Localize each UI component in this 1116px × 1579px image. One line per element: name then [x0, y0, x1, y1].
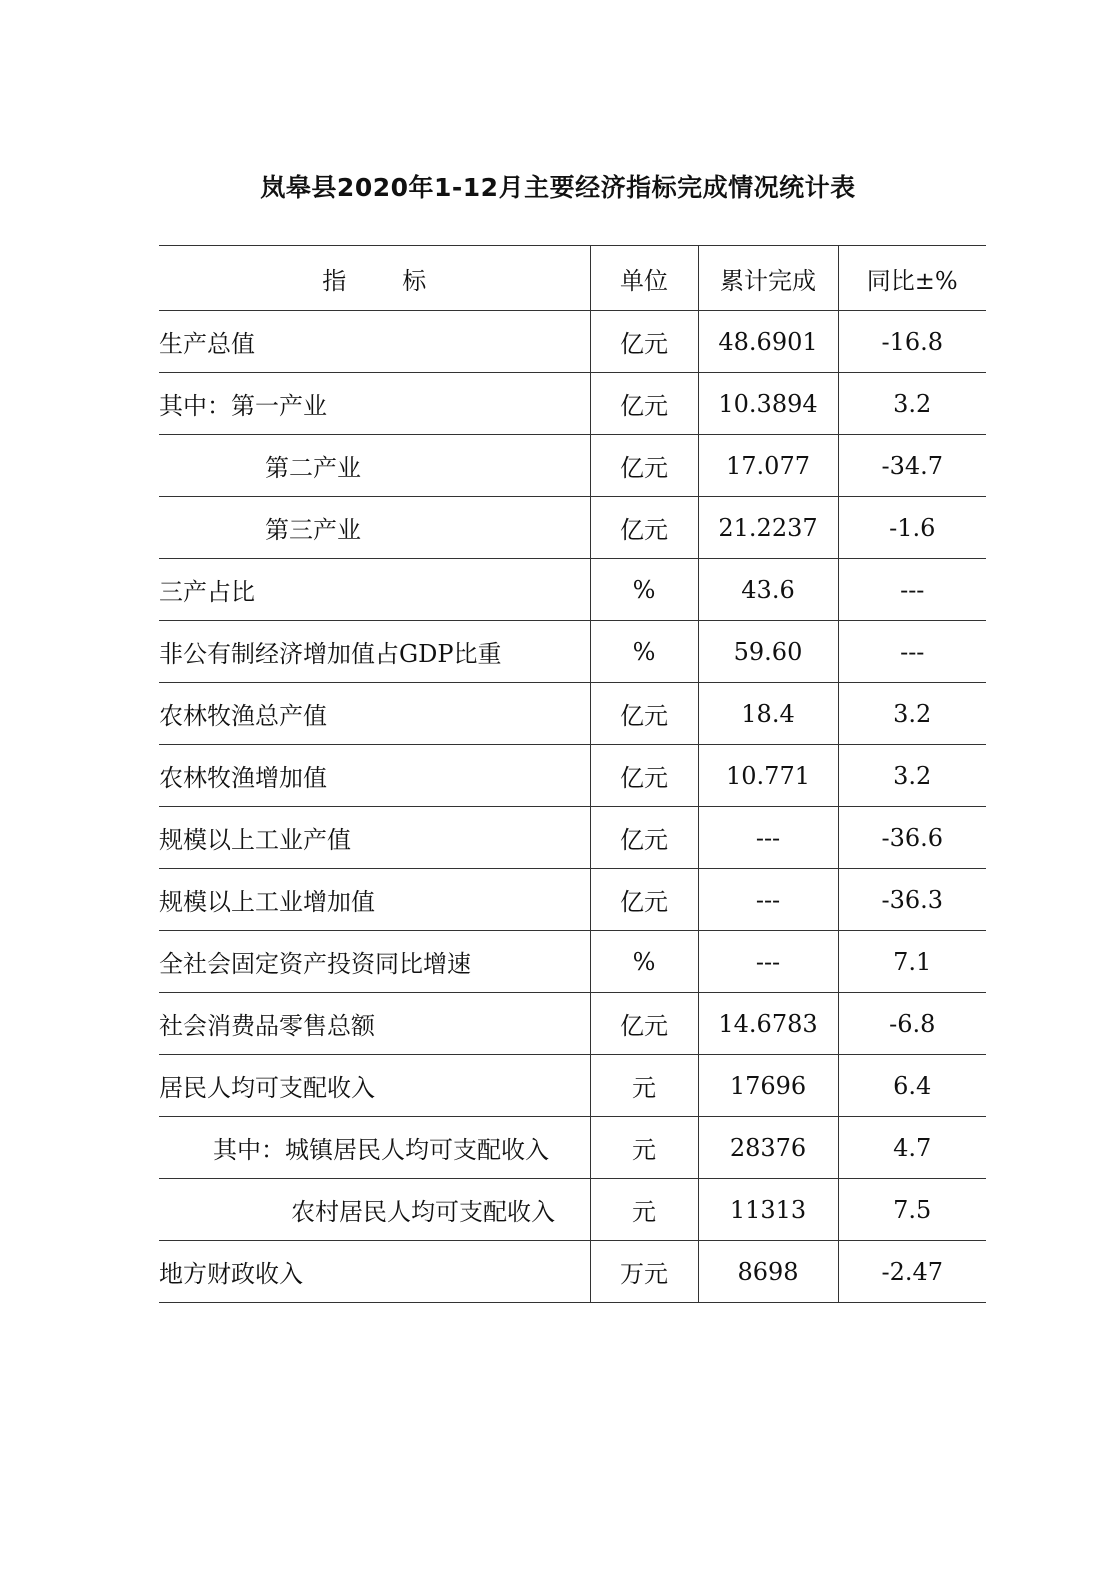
- row-unit: 元: [590, 1179, 698, 1241]
- row-yoy: 7.1: [838, 931, 986, 993]
- row-unit: 亿元: [590, 683, 698, 745]
- row-yoy: -36.6: [838, 807, 986, 869]
- row-value: 21.2237: [698, 497, 838, 559]
- row-value: 18.4: [698, 683, 838, 745]
- row-yoy: 7.5: [838, 1179, 986, 1241]
- row-unit: 亿元: [590, 497, 698, 559]
- table-row: [159, 745, 986, 807]
- row-unit: 元: [590, 1117, 698, 1179]
- row-unit: 万元: [590, 1241, 698, 1303]
- header-indicator: 指 标: [159, 246, 590, 311]
- table-row: [159, 683, 986, 745]
- row-name: 其中：城镇居民人均可支配收入: [159, 1117, 590, 1179]
- row-name: 其中：第一产业: [159, 373, 590, 435]
- row-unit: 亿元: [590, 373, 698, 435]
- row-name: 居民人均可支配收入: [159, 1055, 590, 1117]
- table-row: [159, 559, 986, 621]
- table-row: [159, 1241, 986, 1303]
- table-row: [159, 1179, 986, 1241]
- table-row: [159, 931, 986, 993]
- table-row: [159, 1117, 986, 1179]
- row-name: 规模以上工业增加值: [159, 869, 590, 931]
- row-value: ---: [698, 807, 838, 869]
- row-unit: 亿元: [590, 869, 698, 931]
- statistics-table: [159, 245, 986, 1303]
- row-value: 10.771: [698, 745, 838, 807]
- header-yoy: 同比±%: [838, 246, 986, 311]
- header-cumulative: 累计完成: [698, 246, 838, 311]
- table-row: [159, 373, 986, 435]
- row-unit: 亿元: [590, 807, 698, 869]
- row-unit: %: [590, 559, 698, 621]
- row-unit: %: [590, 931, 698, 993]
- row-value: 59.60: [698, 621, 838, 683]
- row-yoy: 3.2: [838, 683, 986, 745]
- row-name: 非公有制经济增加值占GDP比重: [159, 621, 590, 683]
- row-name: 农林牧渔总产值: [159, 683, 590, 745]
- row-name: 全社会固定资产投资同比增速: [159, 931, 590, 993]
- row-yoy: -1.6: [838, 497, 986, 559]
- row-name: 生产总值: [159, 311, 590, 373]
- row-value: 43.6: [698, 559, 838, 621]
- row-name: 地方财政收入: [159, 1241, 590, 1303]
- row-yoy: ---: [838, 559, 986, 621]
- row-value: 48.6901: [698, 311, 838, 373]
- table-row: [159, 621, 986, 683]
- header-unit: 单位: [590, 246, 698, 311]
- row-value: ---: [698, 869, 838, 931]
- row-value: 28376: [698, 1117, 838, 1179]
- row-unit: 亿元: [590, 993, 698, 1055]
- row-yoy: -34.7: [838, 435, 986, 497]
- row-name: 第二产业: [159, 435, 590, 497]
- row-unit: %: [590, 621, 698, 683]
- row-name: 农村居民人均可支配收入: [159, 1179, 590, 1241]
- row-value: 8698: [698, 1241, 838, 1303]
- table-row: [159, 807, 986, 869]
- table-row: [159, 1055, 986, 1117]
- row-unit: 亿元: [590, 745, 698, 807]
- table-row: [159, 435, 986, 497]
- row-value: 17696: [698, 1055, 838, 1117]
- row-value: 17.077: [698, 435, 838, 497]
- row-yoy: 3.2: [838, 745, 986, 807]
- row-name: 第三产业: [159, 497, 590, 559]
- row-yoy: -36.3: [838, 869, 986, 931]
- row-name: 农林牧渔增加值: [159, 745, 590, 807]
- row-name: 三产占比: [159, 559, 590, 621]
- row-yoy: 4.7: [838, 1117, 986, 1179]
- page-title: 岚皋县2020年1-12月主要经济指标完成情况统计表: [260, 173, 856, 202]
- row-unit: 亿元: [590, 435, 698, 497]
- row-yoy: 3.2: [838, 373, 986, 435]
- table-row: [159, 993, 986, 1055]
- row-yoy: -16.8: [838, 311, 986, 373]
- table-header-row: [159, 246, 986, 311]
- table-row: [159, 869, 986, 931]
- row-name: 社会消费品零售总额: [159, 993, 590, 1055]
- row-yoy: -2.47: [838, 1241, 986, 1303]
- row-yoy: ---: [838, 621, 986, 683]
- row-value: 11313: [698, 1179, 838, 1241]
- row-name: 规模以上工业产值: [159, 807, 590, 869]
- row-value: ---: [698, 931, 838, 993]
- row-value: 14.6783: [698, 993, 838, 1055]
- row-unit: 亿元: [590, 311, 698, 373]
- table-row: [159, 497, 986, 559]
- row-unit: 元: [590, 1055, 698, 1117]
- row-yoy: -6.8: [838, 993, 986, 1055]
- row-value: 10.3894: [698, 373, 838, 435]
- row-yoy: 6.4: [838, 1055, 986, 1117]
- table-row: [159, 311, 986, 373]
